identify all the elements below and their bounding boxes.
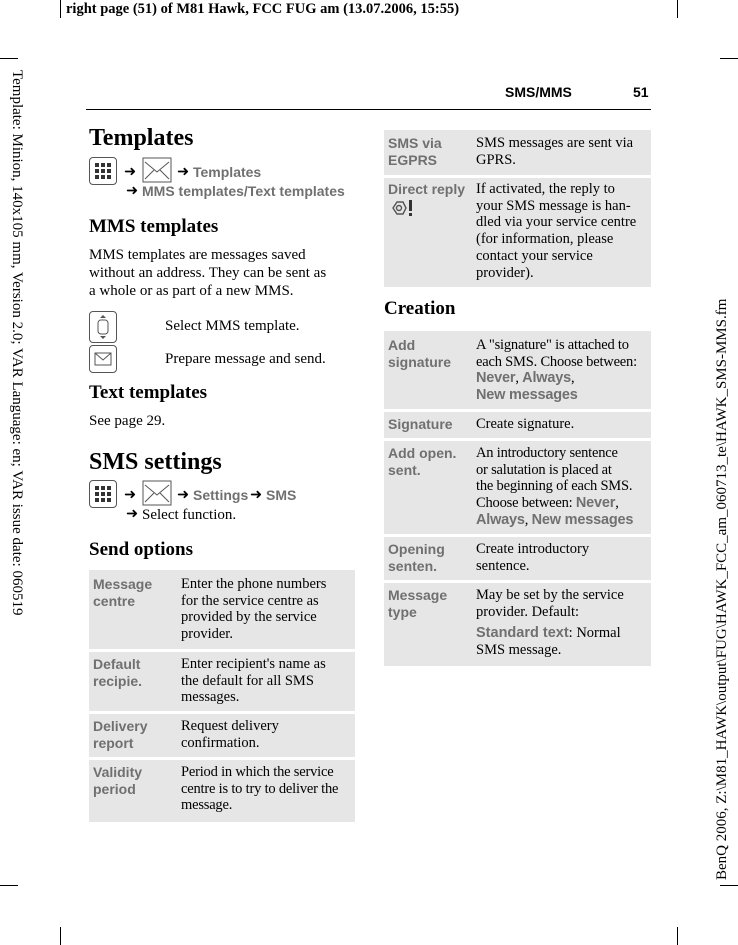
- option-desc: Request delivery confirmation.: [181, 718, 279, 751]
- path-arrow: ➜: [250, 487, 263, 503]
- option-label: Validity period: [93, 764, 143, 797]
- crop-mark: [60, 927, 61, 945]
- path-mms-text-templates: MMS templates/Text templates: [142, 183, 345, 199]
- right-margin-text: BenQ 2006, Z:\M81_HAWK\output\FUG\HAWK_FCC_am_060713_te\HAWK_SMS-MMS.fm: [714, 298, 730, 880]
- option-label: Delivery report: [93, 718, 148, 751]
- messages-icon: [142, 480, 172, 506]
- header-rule: [86, 109, 651, 110]
- option-desc: Period in which the service centre is to try to deliver the message.: [181, 764, 339, 814]
- envelope-key-icon: [89, 345, 117, 373]
- option-desc: SMS messages are sent via GPRS.: [476, 135, 634, 168]
- left-margin-text: Template: Minion, 140x105 mm, Version 2.0; VAR Language: en; VAR issue date: 060519: [9, 70, 25, 616]
- path-arrow: ➜: [124, 487, 137, 503]
- path-arrow: ➜: [126, 506, 139, 522]
- crop-mark: [0, 885, 18, 886]
- option-desc: Enter the phone numbers for the service centre as provided by the service provider.: [181, 576, 327, 643]
- option-label: Opening senten.: [388, 541, 445, 574]
- running-header-section: SMS/MMS: [505, 84, 572, 100]
- option-label: Signature: [388, 416, 453, 432]
- option-label: Message type: [388, 587, 448, 620]
- path-arrow: ➜: [177, 487, 190, 503]
- crop-mark: [677, 0, 678, 18]
- option-label: Add open. sent.: [388, 445, 457, 478]
- option-label: Direct reply: [388, 181, 466, 197]
- option-desc: An introductory sentence or salutation is placed at the beginning of each SMS. Choose between: Never, Always, New messages: [476, 445, 634, 528]
- action-select-template: Select MMS template.: [165, 318, 300, 334]
- mms-templates-heading: MMS templates: [89, 216, 219, 237]
- send-options-heading: Send options: [89, 539, 194, 560]
- crop-mark: [677, 927, 678, 945]
- path-arrow: ➜: [126, 183, 139, 199]
- option-desc: A "signature" is attached to each SMS. Choose between: Never, Always, New messages: [476, 337, 637, 404]
- menu-key-icon: [89, 480, 117, 508]
- path-sms: SMS: [266, 487, 297, 503]
- nav-key-icon: [89, 311, 117, 343]
- templates-title: Templates: [89, 125, 194, 151]
- action-prepare-send: Prepare message and send.: [165, 351, 326, 367]
- path-templates: Templates: [193, 164, 262, 180]
- text-templates-text: See page 29.: [89, 413, 166, 429]
- mms-templates-text: MMS templates are messages saved without an address. They can be sent as a whole or as part of a new MMS.: [89, 247, 327, 299]
- option-desc: Create introductory sentence.: [476, 541, 590, 574]
- path-arrow: ➜: [177, 164, 190, 180]
- warning-icon: [389, 198, 417, 218]
- creation-heading: Creation: [384, 298, 456, 319]
- crop-mark: [60, 0, 61, 18]
- option-desc: Enter recipient's name as the default for all SMS messages.: [181, 656, 326, 706]
- crop-mark: [720, 58, 738, 59]
- option-desc: If activated, the reply to your SMS message is han- dled via your service centre (for information, please contact your service provider).: [476, 181, 637, 281]
- running-header-page: 51: [633, 84, 649, 100]
- print-header: right page (51) of M81 Hawk, FCC FUG am (13.07.2006, 15:55): [66, 1, 460, 17]
- menu-key-icon: [89, 157, 117, 185]
- text-templates-heading: Text templates: [89, 382, 208, 403]
- path-arrow: ➜: [124, 164, 137, 180]
- sms-settings-title: SMS settings: [89, 449, 222, 475]
- option-label: Add signature: [388, 337, 452, 370]
- crop-mark: [720, 885, 738, 886]
- option-desc: May be set by the service provider. Default: Standard text: Normal SMS message.: [476, 587, 624, 659]
- path-select-function: Select function.: [142, 507, 237, 523]
- option-label: SMS via EGPRS: [388, 135, 442, 168]
- crop-mark: [0, 58, 18, 59]
- option-desc: Create signature.: [476, 416, 575, 432]
- option-label: Message centre: [93, 576, 153, 609]
- option-label: Default recipie.: [93, 656, 143, 689]
- path-settings: Settings: [193, 487, 249, 503]
- messages-icon: [142, 157, 172, 183]
